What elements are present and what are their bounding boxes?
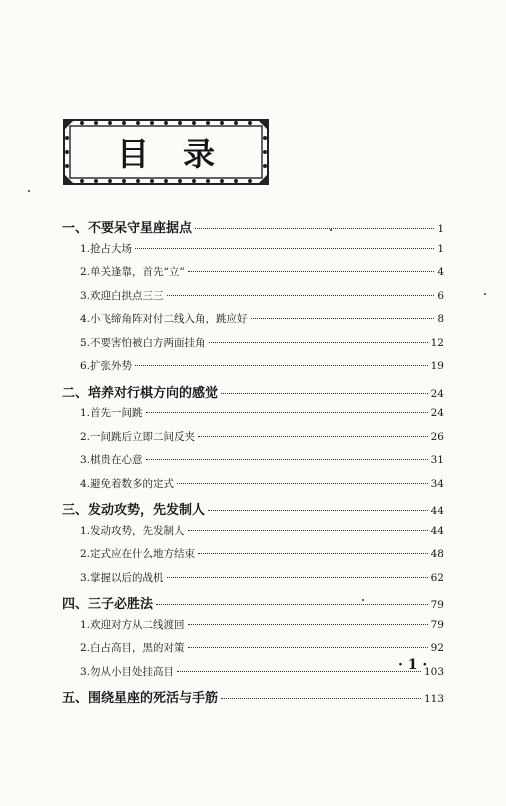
entry-number: 4. [80,477,91,490]
entry-number: 3. [80,571,91,584]
entry-page: 31 [430,454,444,466]
toc-section-entry [62,640,444,664]
entry-title: 发动攻势，先发制人 [90,524,185,537]
dot-leader [177,671,421,672]
page-number: · 1 · [398,657,428,673]
entry-page: 6 [437,289,444,302]
entry-title: 培养对行棋方向的感觉 [88,385,219,401]
print-speck [484,293,486,295]
entry-page: 44 [430,524,444,537]
entry-page: 24 [430,407,444,419]
entry-title: 掌握以后的战机 [90,571,164,584]
toc-chapter-entry [62,687,444,711]
entry-title: 不要害怕被白方两面挂角 [90,336,206,349]
toc-chapter-entry [62,593,444,617]
entry-page: 92 [430,642,444,654]
entry-title: 白占高目，黑的对策 [90,642,185,654]
entry-number: 2. [80,548,91,560]
dot-leader [177,483,428,484]
entry-page: 19 [430,360,444,372]
entry-page: 44 [430,505,444,517]
toc-chapter-entry [62,499,444,523]
entry-number: 三、 [62,503,89,518]
entry-number: 3. [80,289,91,302]
entry-title: 定式应在什么地方结束 [90,548,196,560]
entry-page: 24 [430,387,444,400]
toc-section-entry [62,335,444,359]
contents-heading: 目录 [116,135,249,173]
table-of-contents [62,217,444,711]
entry-number: 二、 [62,385,89,401]
entry-title: 扩张外势 [90,360,133,372]
entry-number: 6. [80,360,91,372]
entry-page: 1 [437,242,444,255]
toc-section-entry [62,429,444,453]
entry-number: 3. [80,665,91,678]
entry-page: 79 [430,618,444,631]
entry-number: 1. [80,618,91,631]
dot-leader [198,436,428,437]
dot-leader [188,624,428,625]
entry-number: 五、 [62,691,89,706]
toc-section-entry [62,664,444,688]
dot-leader [221,393,428,394]
dot-leader [146,412,428,413]
dot-leader [188,530,428,531]
entry-page: 12 [430,336,444,349]
print-speck [330,229,332,231]
toc-section-entry [62,546,444,570]
entry-number: 4. [80,313,91,325]
toc-section-entry [62,452,444,476]
dot-leader [135,248,434,249]
entry-page: 79 [430,599,444,611]
entry-title: 发动攻势，先发制人 [88,503,206,518]
dot-leader [221,698,421,699]
dot-leader [209,342,428,343]
dot-leader [156,604,428,605]
entry-title: 围绕星座的死活与手筋 [88,691,219,706]
dot-leader [208,510,428,511]
entry-title: 抢占大场 [90,242,133,255]
entry-page: 26 [430,430,444,443]
entry-number: 2. [80,430,91,443]
dot-leader [135,365,428,366]
entry-number: 2. [80,266,91,278]
toc-section-entry [62,241,444,265]
dot-leader [251,318,435,319]
toc-section-entry [62,311,444,335]
entry-page: 103 [423,665,444,678]
contents-heading-banner [62,118,270,186]
entry-title: 不要呆守星座据点 [88,221,193,236]
dot-leader [188,271,435,272]
dot-leader [198,553,428,554]
toc-section-entry [62,358,444,382]
dot-leader [167,295,435,296]
entry-title: 三子必胜法 [88,597,154,612]
entry-number: 四、 [62,597,89,612]
entry-title: 单关逢靠，首先“立” [90,266,185,278]
toc-section-entry [62,288,444,312]
entry-page: 8 [437,313,444,325]
toc-chapter-entry [62,217,444,241]
entry-number: 2. [80,642,91,654]
toc-section-entry [62,476,444,500]
entry-number: 1. [80,524,91,537]
entry-page: 34 [430,477,444,490]
entry-title: 首先一间跳 [90,407,143,419]
entry-number: 1. [80,407,91,419]
entry-number: 3. [80,454,91,466]
entry-number: 5. [80,336,91,349]
entry-title: 棋贵在心意 [90,454,143,466]
toc-chapter-entry [62,382,444,406]
entry-title: 小飞缔角阵对付二线入角，跳应好 [90,313,248,325]
toc-section-entry [62,264,444,288]
entry-title: 欢迎对方从二线渡回 [90,618,185,631]
dot-leader [167,577,428,578]
entry-title: 勿从小目处挂高目 [90,665,175,678]
entry-title: 避免着数多的定式 [90,477,175,490]
print-speck [362,599,364,601]
toc-section-entry [62,617,444,641]
entry-page: 62 [430,571,444,584]
toc-section-entry [62,405,444,429]
entry-number: 一、 [62,221,89,236]
entry-number: 1. [80,242,91,255]
toc-section-entry [62,570,444,594]
entry-page: 4 [437,266,444,278]
print-speck [28,190,30,192]
entry-title: 欢迎白拱点三三 [90,289,164,302]
entry-page: 113 [423,693,444,705]
entry-title: 一间跳后立即二间反夹 [90,430,196,443]
dot-leader [188,647,428,648]
toc-section-entry [62,523,444,547]
dot-leader [146,459,428,460]
entry-page: 1 [437,223,444,235]
dot-leader [195,228,434,229]
entry-page: 48 [430,548,444,560]
